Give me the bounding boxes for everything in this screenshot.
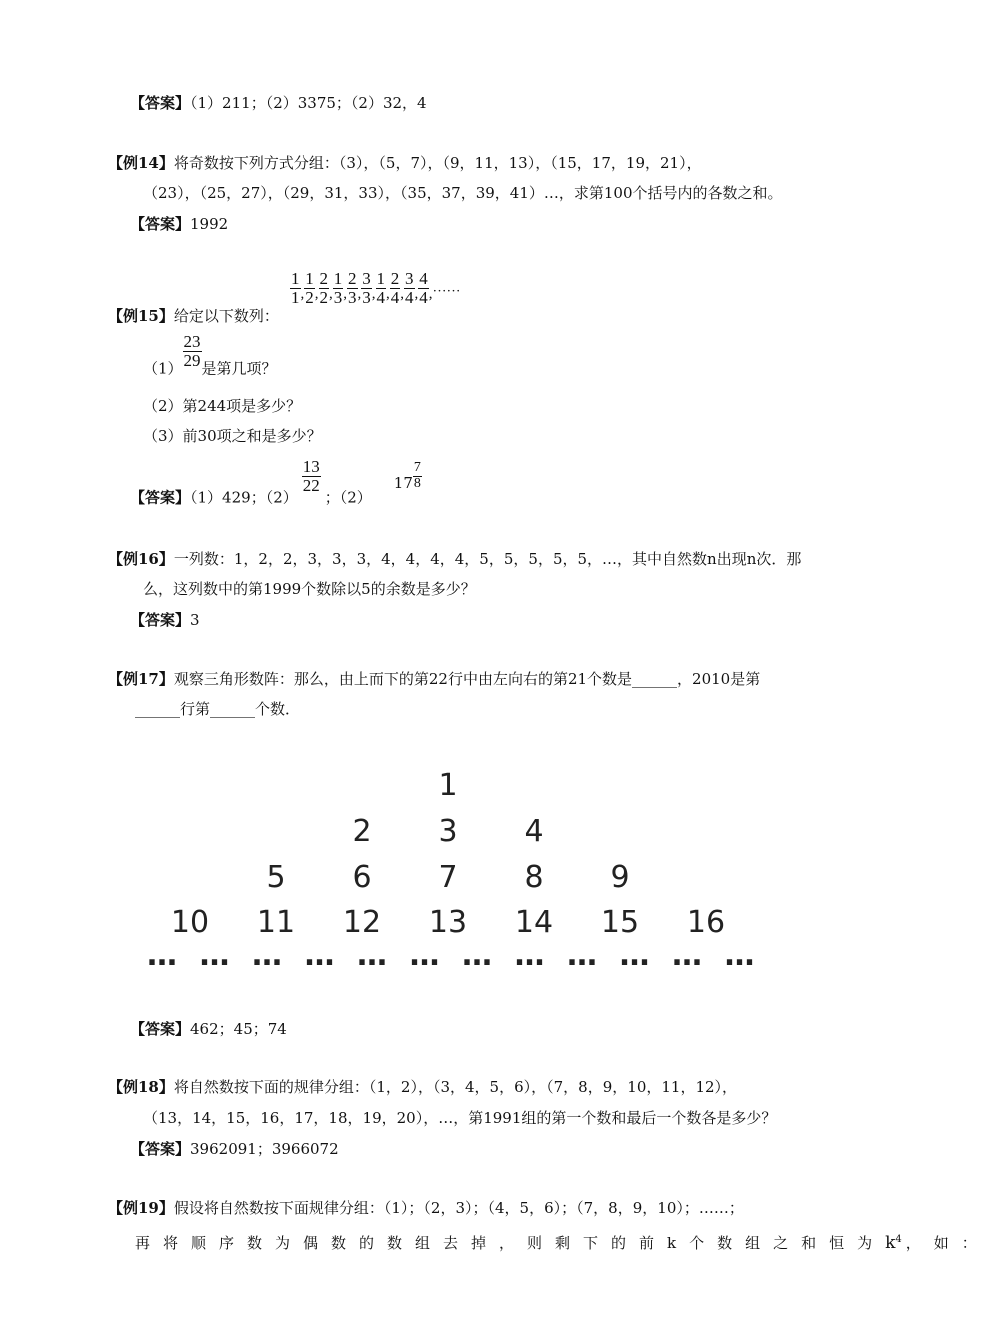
triangle-ellipsis: … [672,938,702,973]
triangle-number: 10 [170,905,210,940]
triangle-number: 13 [428,905,468,940]
fraction-sequence [290,270,461,307]
answer-text: 462；45；74 [190,1020,287,1038]
sequence-fraction [418,270,429,307]
numerator: 3 [362,269,371,288]
comma: , [386,285,390,302]
answer-tag: 【答案】 [130,488,191,507]
denominator: 4 [376,287,385,307]
triangle-number: 7 [438,860,458,895]
example-text: 将自然数按下面的规律分组：（1，2），（3，4，5，6），（7，8，9，10，11，12）， [173,1078,738,1096]
answer-15 [130,458,422,507]
triangle-ellipsis: … [409,938,440,973]
triangle-number: 11 [256,905,296,940]
comma: , [357,285,362,302]
triangle-number: 1 [438,768,458,803]
triangle-number: 6 [352,860,372,895]
sequence-terms [290,269,433,307]
sequence-ellipsis: …… [432,280,461,296]
denominator: 1 [291,287,300,307]
example-text: 给定以下数列： [173,307,279,325]
sequence-fraction [376,270,387,307]
answer-text: 3 [190,611,200,629]
numerator: 7 [413,460,421,476]
triangle-ellipsis: … [252,938,282,973]
example-text: 一列数：1，2，2，3，3，3，4，4，4，4，5，5，5，5，5，…，其中自然数n出现n次．那 [173,550,802,568]
example-16-line1 [108,548,801,569]
question-2: （2）第244项是多少？ [143,397,302,415]
example-19-line2 [135,1232,990,1253]
sequence-fraction [290,270,301,307]
answer-18 [130,1138,339,1159]
triangle-number: 16 [686,905,726,940]
example-18-line1 [108,1076,737,1097]
question-prefix: （1） [143,359,183,378]
comma: , [428,285,433,302]
triangle-ellipsis: … [619,938,650,973]
answer-13 [130,92,427,113]
triangle-number: 5 [266,860,286,895]
denominator: 4 [390,287,400,307]
answer-text: 1992 [190,215,229,233]
denominator: 4 [405,287,414,307]
fraction-23-29 [183,333,202,370]
triangle-ellipsis: … [304,938,335,973]
denominator: 3 [362,287,371,307]
answer-tag: 【答案】 [130,1140,191,1158]
example-text: 观察三角形数阵：那么，由上而下的第22行中由左向右的第21个数是______，2010是第 [173,670,761,688]
sequence-fraction [404,270,415,307]
example-tag: 【例17】 [108,670,174,688]
answer-tag: 【答案】 [130,611,191,629]
answer-text: 3962091；3966072 [190,1140,339,1158]
numerator: 1 [333,269,343,288]
comma: , [371,285,376,302]
comma: , [343,285,347,302]
triangle-ellipsis: … [357,938,387,973]
question-3: （3）前30项之和是多少？ [143,427,322,445]
triangle-number: 2 [352,814,372,849]
example-tag: 【例15】 [108,307,174,325]
triangle-number: 14 [514,905,554,940]
triangle-ellipsis: … [147,938,177,973]
example-text: 将奇数按下列方式分组：（3），（5，7），（9，11，13），（15，17，19，21）， [173,154,702,172]
comma: , [414,285,419,302]
question-1 [143,333,277,378]
numerator: 2 [319,269,328,288]
example-text-end: ，如： [905,1234,990,1252]
sequence-fraction [390,270,401,307]
comma: , [329,285,333,302]
numerator: 2 [390,269,400,288]
answer-tag: 【答案】 [130,1020,191,1038]
denominator: 3 [348,287,357,307]
triangle-number: 12 [342,905,382,940]
denominator: 2 [305,287,314,307]
numerator: 1 [376,269,385,288]
triangle-ellipsis: … [462,938,492,973]
answer-16 [130,609,200,630]
question-text: 是第几项？ [201,359,277,378]
sequence-fraction [347,270,358,307]
answer-part1: （1）429；（2） [190,488,298,507]
example-text: 再将顺序数为偶数的数组去掉，则剩下的前k个数组之和恒为 [135,1234,886,1252]
numerator: 1 [305,269,314,288]
denominator: 22 [302,475,320,495]
triangle-ellipsis: … [567,938,597,973]
denominator: 4 [419,287,428,307]
triangle-ellipsis: … [514,938,545,973]
example-tag: 【例14】 [108,154,174,172]
example-tag: 【例18】 [108,1078,174,1096]
example-text: 假设将自然数按下面规律分组：（1）；（2，3）；（4，5，6）；（7，8，9，10）；……； [173,1199,744,1217]
numerator: 23 [183,332,201,351]
sequence-fraction [304,270,315,307]
numerator: 2 [348,269,357,288]
example-tag: 【例19】 [108,1199,174,1217]
answer-tag: 【答案】 [130,215,191,233]
exponent: 4 [895,1234,902,1245]
numerator: 4 [419,269,428,288]
triangle-number: 15 [600,905,640,940]
comma: , [300,285,305,302]
example-17-line2: ______行第______个数． [135,700,301,718]
triangle-number: 3 [438,814,458,849]
answer-separator: ；（2） [324,488,372,507]
triangle-ellipsis: … [199,938,230,973]
example-tag: 【例16】 [108,550,174,568]
numerator: 1 [291,269,300,288]
denominator: 8 [413,475,421,491]
numerator: 3 [405,269,414,288]
denominator: 3 [333,287,343,307]
answer-tag: 【答案】 [130,94,191,112]
triangle-number: 8 [524,860,544,895]
triangle-number: 9 [610,860,630,895]
example-18-line2: （13，14，15，16，17，18，19，20），…，第1991组的第一个数和最后一个数各是多少？ [143,1109,777,1127]
answer-text: （1）211；（2）3375；（2）32，4 [190,94,427,112]
example-14-line1 [108,152,702,173]
example-17-line1 [108,668,760,689]
sequence-fraction [333,270,344,307]
sequence-fraction [361,270,372,307]
variable-k: k [885,1233,896,1253]
triangle-number: 4 [524,814,544,849]
answer-17 [130,1018,287,1039]
comma: , [400,285,404,302]
mixed-number-fraction [413,461,422,491]
example-15-intro [108,305,279,326]
fraction-13-22 [302,458,321,495]
mixed-number-whole: 17 [393,474,413,493]
example-14-line2: （23），（25，27），（29，31，33），（35，37，39，41）…，求第100个括号内的各数之和。 [143,184,783,202]
comma: , [314,285,319,302]
triangle-ellipsis: … [724,938,755,973]
answer-14 [130,213,228,234]
sequence-fraction [319,270,330,307]
denominator: 2 [319,287,328,307]
denominator: 29 [183,350,201,370]
numerator: 13 [302,457,320,476]
example-19-line1 [108,1197,744,1218]
example-16-line2: 么，这列数中的第1999个数除以5的余数是多少？ [143,580,476,598]
